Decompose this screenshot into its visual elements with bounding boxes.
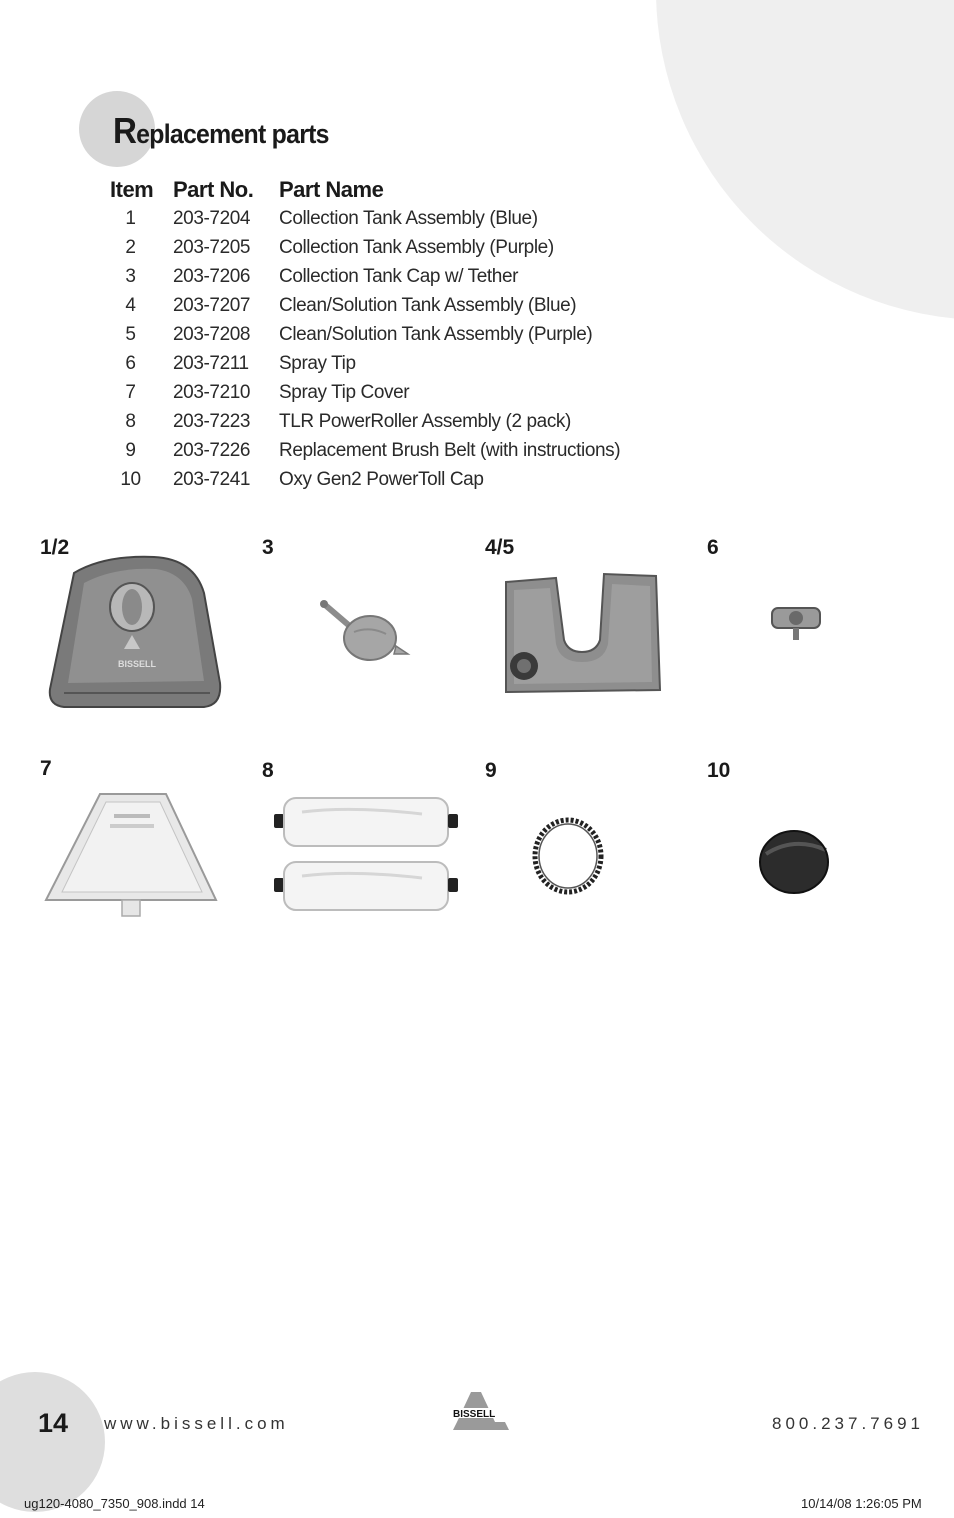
figure-label: 3 [262, 536, 274, 559]
tank-cap-icon [318, 596, 412, 666]
parts-table-row [110, 407, 620, 436]
parts-table-header [110, 176, 620, 204]
part-number-cell: 203-7208 [173, 323, 251, 345]
parts-table [110, 176, 620, 494]
item-cell: 3 [125, 265, 136, 287]
part-number-cell: 203-7210 [173, 381, 251, 403]
powertool-cap-icon [756, 826, 832, 896]
item-cell: 8 [125, 410, 136, 432]
part-name-cell: TLR PowerRoller Assembly (2 pack) [279, 410, 571, 432]
website-link[interactable]: www.bissell.com [104, 1414, 289, 1433]
part-name-cell: Clean/Solution Tank Assembly (Purple) [279, 323, 593, 345]
part-number-cell: 203-7205 [173, 236, 251, 258]
date-slug: 10/14/08 1:26:05 PM [801, 1496, 922, 1511]
figure-label: 8 [262, 759, 274, 782]
part-number-cell: 203-7204 [173, 207, 251, 229]
header-part-name: Part Name [279, 177, 384, 202]
item-cell: 5 [125, 323, 136, 345]
part-number-cell: 203-7223 [173, 410, 251, 432]
part-name-cell: Collection Tank Assembly (Blue) [279, 207, 538, 229]
header-part-no: Part No. [173, 177, 254, 202]
page-number: 14 [38, 1408, 69, 1438]
part-name-cell: Replacement Brush Belt (with instructions) [279, 439, 621, 461]
corner-decoration [656, 0, 954, 320]
part-number-cell: 203-7241 [173, 468, 251, 490]
bissell-logo [451, 1390, 511, 1432]
page-title: Replacement parts [113, 110, 329, 151]
collection-tank-icon [44, 553, 228, 713]
parts-table-row [110, 436, 620, 465]
figure-label: 10 [707, 759, 731, 782]
parts-table-row [110, 233, 620, 262]
brush-belt-icon [524, 814, 608, 898]
part-name-cell: Spray Tip Cover [279, 381, 410, 403]
parts-table-row [110, 320, 620, 349]
phone-number: 800.237.7691 [772, 1414, 924, 1433]
part-number-cell: 203-7211 [173, 352, 249, 374]
item-cell: 10 [120, 468, 141, 490]
spray-tip-cover-icon [44, 790, 220, 922]
part-number-cell: 203-7206 [173, 265, 251, 287]
part-name-cell: Collection Tank Cap w/ Tether [279, 265, 519, 287]
parts-table-row [110, 465, 620, 494]
solution-tank-icon [498, 570, 666, 698]
file-slug: ug120-4080_7350_908.indd 14 [24, 1496, 205, 1511]
item-cell: 6 [125, 352, 136, 374]
parts-table-row [110, 378, 620, 407]
svg-text:BISSELL: BISSELL [453, 1409, 496, 1420]
spray-tip-icon [768, 602, 824, 646]
part-name-cell: Clean/Solution Tank Assembly (Blue) [279, 294, 577, 316]
item-cell: 4 [125, 294, 136, 316]
part-name-cell: Spray Tip [279, 352, 356, 374]
svg-text:BISSELL: BISSELL [118, 659, 157, 669]
part-name-cell: Oxy Gen2 PowerToll Cap [279, 468, 484, 490]
figure-label: 9 [485, 759, 497, 782]
parts-table-row [110, 349, 620, 378]
parts-table-row [110, 204, 620, 233]
parts-table-row [110, 262, 620, 291]
part-number-cell: 203-7226 [173, 439, 251, 461]
part-name-cell: Collection Tank Assembly (Purple) [279, 236, 554, 258]
page-number-circle [0, 1372, 105, 1512]
part-number-cell: 203-7207 [173, 294, 251, 316]
item-cell: 2 [125, 236, 136, 258]
figure-label: 7 [40, 757, 52, 780]
figure-label: 6 [707, 536, 719, 559]
item-cell: 7 [125, 381, 136, 403]
header-item: Item [110, 177, 154, 202]
figure-label: 1/2 [40, 536, 70, 559]
item-cell: 1 [125, 207, 136, 229]
parts-table-row [110, 291, 620, 320]
figure-label: 4/5 [485, 536, 515, 559]
item-cell: 9 [125, 439, 136, 461]
power-roller-icon [272, 792, 462, 918]
